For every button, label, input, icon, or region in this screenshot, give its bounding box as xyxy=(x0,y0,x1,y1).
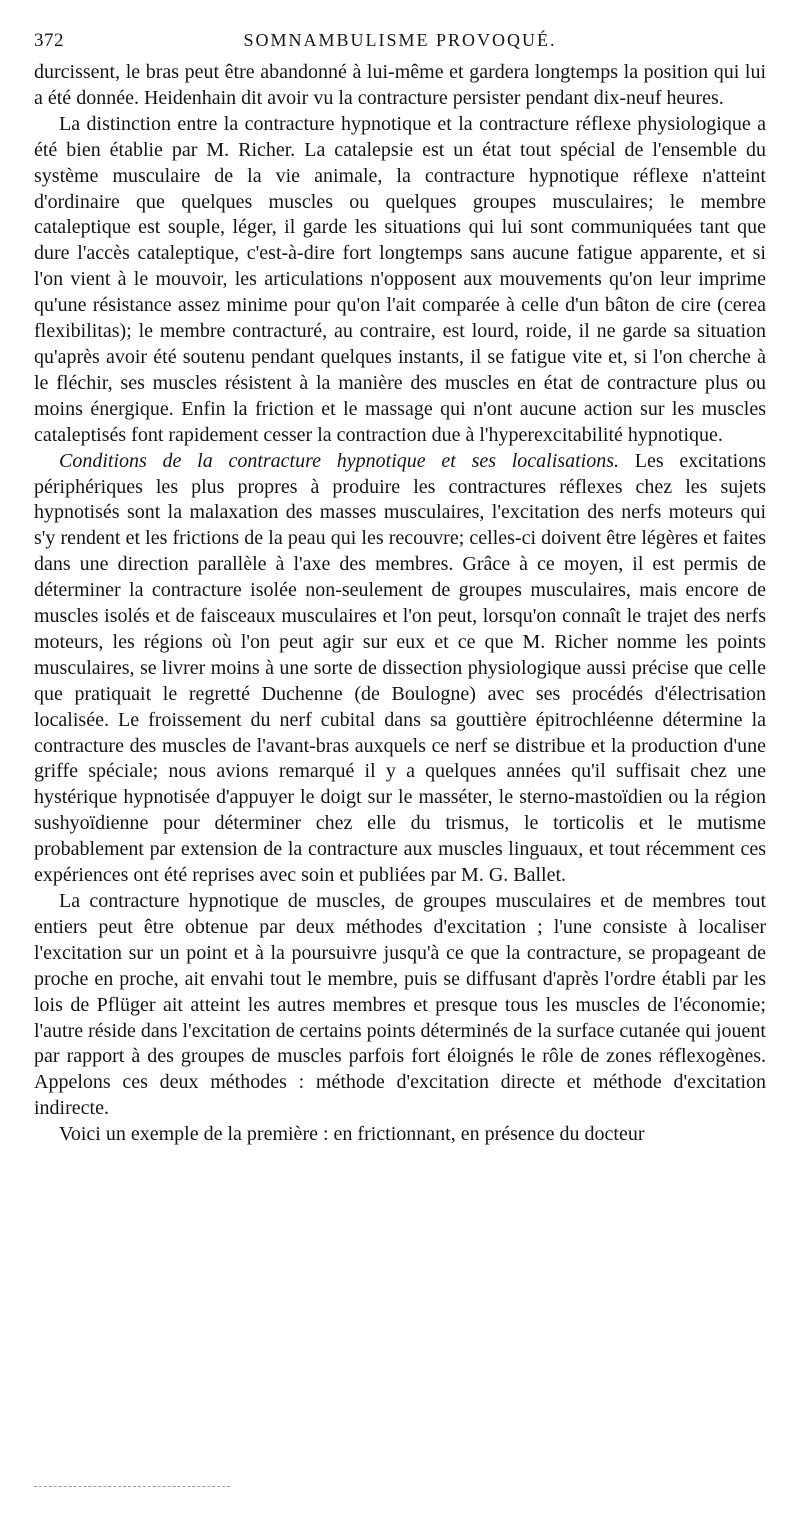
paragraph-5-text: Voici un exemple de la première : en frictionnant, en présence du docteur xyxy=(59,1123,645,1146)
section-heading: Conditions de la contracture hypnotique et ses localisations. xyxy=(59,449,619,472)
paragraph-3-text: Les excitations périphériques les plus propres à produire les contractures réflexes chez les sujets hypnotisés sont la malaxation des masses musculaires, l'excitation des nerfs moteurs qui s'y rendent et les frictions de la peau qui les recouvre; celles-ci doivent être légères et faites dans une direction parallèle à l'axe des membres. Grâce à ce moyen, il est permis de déterminer la contracture isolée non-seulement de groupes musculaires, mais encore de muscles isolés et de faisceaux musculaires et l'on peut, lorsqu'on connaît le trajet des nerfs moteurs, les régions où l'on peut agir sur eux et ce que M. Richer nomme les points musculaires, se livrer moins à une sorte de dissection physiologique aussi précise que celle que pratiquait le regretté Duchenne (de Boulogne) avec ses procédés d'électrisation localisée. Le froissement du nerf cubital dans sa gouttière épitrochléenne détermine la contracture des muscles de l'avant-bras auxquels ce nerf se distribue et la production d'une griffe spéciale; nous avions remarqué il y a quelques années qu'il suffisait chez une hystérique hypnotisée d'appuyer le doigt sur le masséter, le sterno-mastoïdien ou la région sushyoïdienne pour déterminer chez elle du trismus, le torticolis et le mutisme probablement par extension de la contracture aux muscles linguaux, et tout récemment ces expériences ont été reprises avec soin et publiées par M. G. Ballet. xyxy=(34,449,766,887)
page-header xyxy=(34,30,766,60)
paragraph-1-text: durcissent, le bras peut être abandonné à lui-même et gardera longtemps la position qui lui a été donnée. Heidenhain dit avoir vu la contracture persister pendant dix-neuf heures. xyxy=(34,61,766,109)
paragraph-3 xyxy=(34,449,766,889)
book-page xyxy=(34,30,766,1148)
paragraph-2 xyxy=(34,112,766,449)
paragraph-4-text: La contracture hypnotique de muscles, de groupes musculaires et de membres tout entiers peut être obtenue par deux méthodes d'excitation ; l'une consiste à localiser l'excitation sur un point et à la poursuivre jusqu'à ce que la contracture, se propageant de proche en proche, ait envahi tout le membre, puis se diffusant d'après l'ordre établi par les lois de Pflüger ait atteint les autres membres et presque tous les muscles de l'économie; l'autre réside dans l'excitation de certains points déterminés de la surface cutanée qui jouent par rapport à des groupes de muscles parfois fort éloignés le rôle de zones réflexogènes. Appelons ces deux méthodes : méthode d'excitation directe et méthode d'excitation indirecte. xyxy=(34,890,766,1120)
body-text xyxy=(34,60,766,1148)
paragraph-2-text: La distinction entre la contracture hypnotique et la contracture réflexe physiologique a été bien établie par M. Richer. La catalepsie est un état tout spécial de l'ensemble du système musculaire de la vie animale, la contracture hypnotique réflexe n'atteint d'ordinaire que quelques muscles ou quelques groupes musculaires; le membre cataleptique est souple, léger, il garde les situations qui lui sont communiquées tant que dure l'accès cataleptique, c'est-à-dire fort longtemps sans aucune fatigue apparente, et si l'on vient à le mouvoir, les articulations n'opposent aux mouvements qu'on leur imprime qu'une résistance assez minime pour qu'on l'ait comparée à celle d'un bâton de cire (cerea flexibilitas); le membre contracturé, au contraire, est lourd, roide, il ne garde sa situation qu'après avoir été soutenu pendant quelques instants, il se fatigue vite et, si l'on cherche à le fléchir, ses muscles résistent à la manière des muscles en état de contracture plus ou moins énergique. Enfin la friction et le massage qui n'ont aucune action sur les muscles cataleptisés font rapidement cesser la contraction due à l'hyperexcitabilité hypnotique. xyxy=(34,112,766,446)
paragraph-5 xyxy=(34,1122,766,1148)
page-number: 372 xyxy=(34,30,64,51)
paragraph-1 xyxy=(34,60,766,112)
paragraph-4 xyxy=(34,889,766,1122)
footer-rule xyxy=(34,1486,230,1487)
running-title: SOMNAMBULISME PROVOQUÉ. xyxy=(243,30,557,50)
